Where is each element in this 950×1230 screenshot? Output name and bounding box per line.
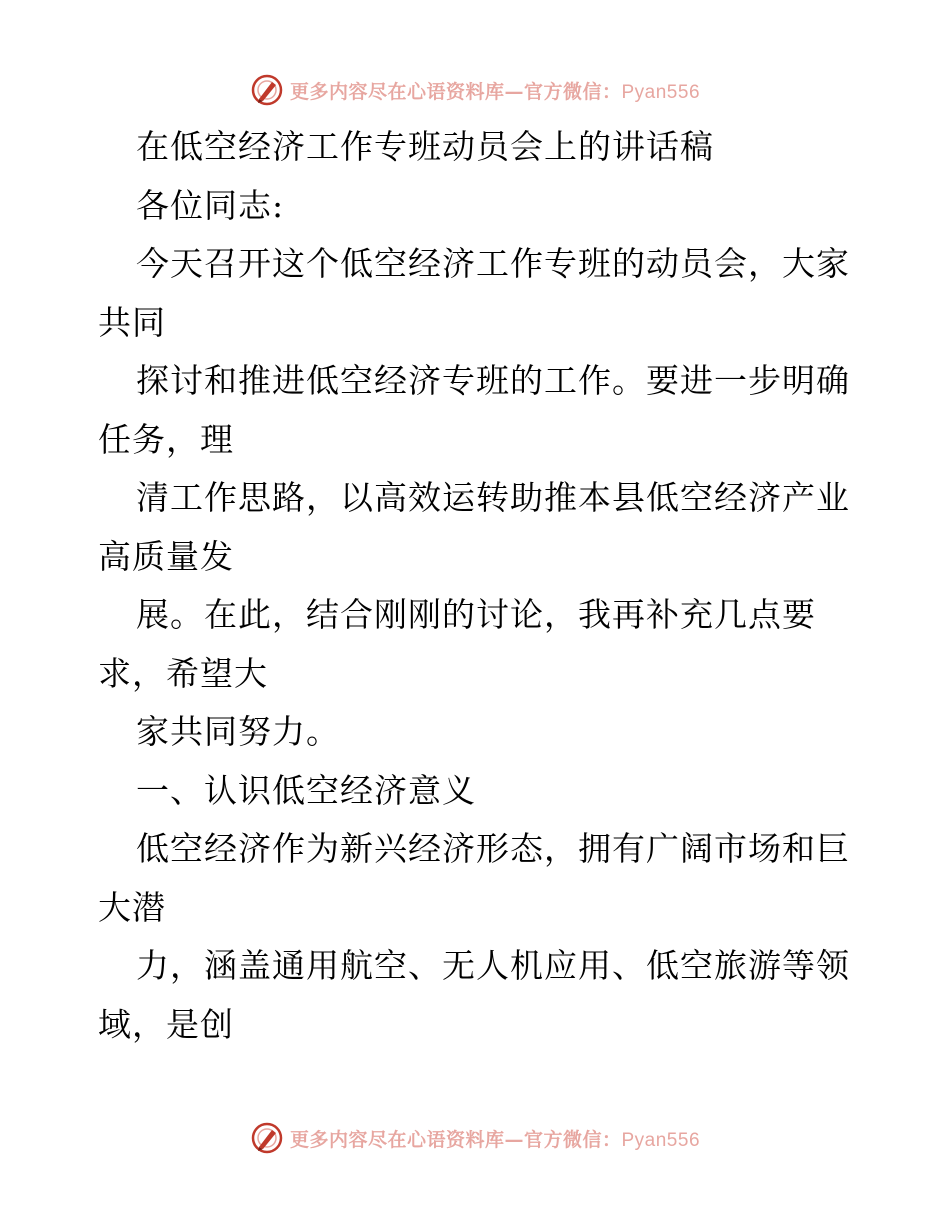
watermark-text [290, 1125, 700, 1152]
watermark-wechat-id: Pyan556 [621, 1129, 701, 1151]
paragraph-line: 任务，理 [98, 419, 234, 459]
pen-circle-icon [250, 73, 284, 107]
pen-circle-icon [250, 1121, 284, 1155]
paragraph-line: 清工作思路，以高效运转助推本县低空经济产业 [136, 478, 850, 517]
paragraph-line: 高质量发 [98, 536, 234, 576]
paragraph-line: 求，希望大 [98, 653, 268, 693]
watermark-label: 更多内容尽在心语资料库—官方微信： [289, 80, 622, 103]
watermark-label: 更多内容尽在心语资料库—官方微信： [289, 1128, 622, 1151]
paragraph-line: 今天召开这个低空经济工作专班的动员会，大家 [136, 244, 850, 283]
watermark-text [290, 77, 700, 104]
watermark-wechat-id: Pyan556 [621, 81, 701, 103]
paragraph-line: 力，涵盖通用航空、无人机应用、低空旅游等领 [136, 946, 850, 985]
document-body [98, 118, 858, 1054]
paragraph-line: 共同 [98, 302, 166, 342]
paragraph-line: 低空经济作为新兴经济形态，拥有广阔市场和巨 [136, 829, 850, 868]
salutation: 各位同志: [136, 185, 285, 225]
paragraph-line: 域，是创 [98, 1004, 234, 1044]
header-watermark [0, 70, 950, 110]
paragraph-line: 大潜 [98, 887, 166, 927]
paragraph-line: 探讨和推进低空经济专班的工作。要进一步明确 [136, 361, 850, 400]
paragraph-line: 家共同努力。 [136, 712, 340, 751]
document-title: 在低空经济工作专班动员会上的讲话稿 [136, 127, 714, 166]
paragraph-line: 展。在此，结合刚刚的讨论，我再补充几点要 [136, 595, 816, 634]
section-heading: 一、认识低空经济意义 [136, 770, 476, 810]
footer-watermark [0, 1118, 950, 1158]
